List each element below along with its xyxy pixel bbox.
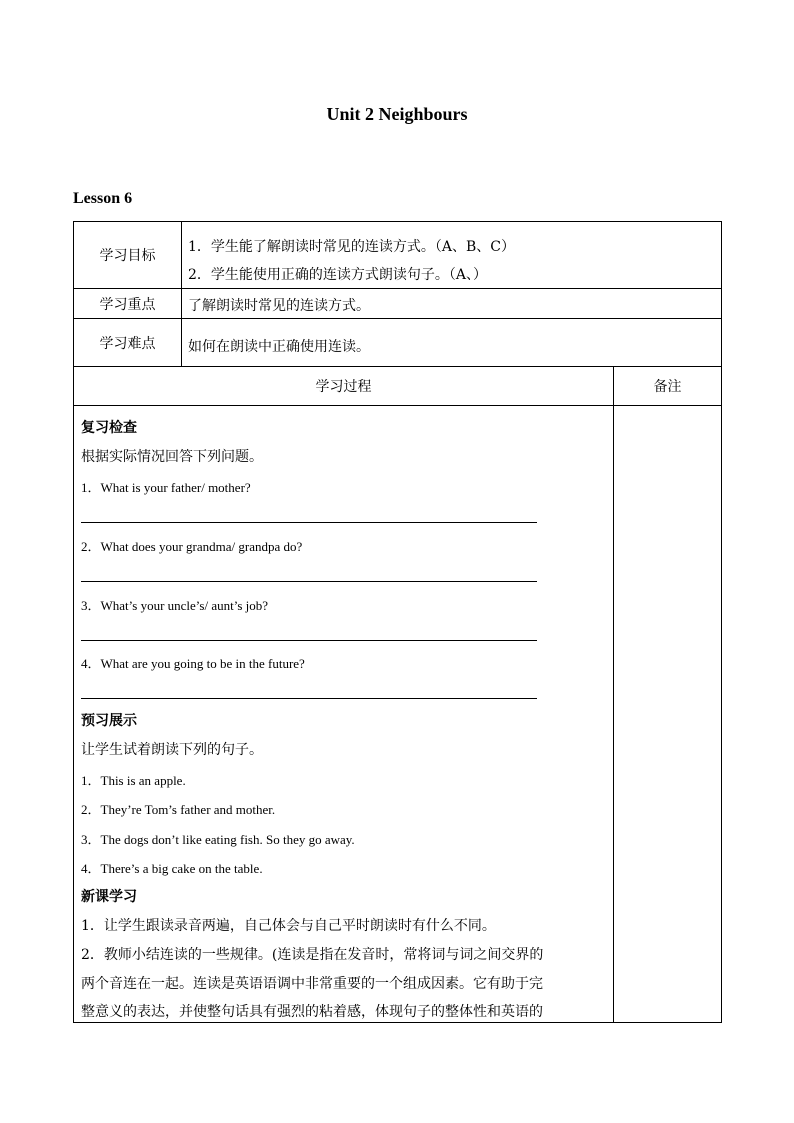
- preview-sentence: 3．The dogs don’t like eating fish. So they go away.: [81, 832, 355, 847]
- review-question: 2．What does your grandma/ grandpa do?: [81, 539, 303, 554]
- goals-row: [74, 222, 721, 289]
- preview-sentence: 4．There’s a big cake on the table.: [81, 861, 263, 876]
- review-intro: 根据实际情况回答下列问题。: [81, 449, 263, 465]
- process-header: 学习过程: [74, 367, 614, 405]
- page-title: Unit 2 Neighbours: [326, 104, 468, 124]
- notes-header: 备注: [653, 379, 682, 395]
- lesson-plan-table: [73, 221, 722, 1023]
- answer-line: [81, 522, 537, 523]
- new-lesson-line: 2．教师小结连读的一些规律。(连读是指在发音时，常将词与词之间交界的: [81, 947, 544, 963]
- goal-item: 2．学生能使用正确的连读方式朗读句子。（A、）: [188, 267, 488, 283]
- preview-heading: 预习展示: [81, 713, 137, 729]
- notes-column-divider: [613, 406, 614, 1022]
- review-heading: 复习检查: [81, 420, 137, 436]
- answer-line: [81, 698, 537, 699]
- difficulty-label: 学习难点: [74, 319, 182, 366]
- preview-sentence: 2．They’re Tom’s father and mother.: [81, 802, 276, 817]
- key-point-value: 了解朗读时常见的连读方式。: [188, 298, 370, 314]
- difficulty-value: 如何在朗读中正确使用连读。: [188, 339, 370, 355]
- lesson-heading: Lesson 6: [73, 190, 133, 207]
- key-point-row: [74, 289, 721, 319]
- goal-item: 1．学生能了解朗读时常见的连读方式。（A、B、C）: [188, 239, 516, 255]
- answer-line: [81, 581, 537, 582]
- preview-sentence: 1．This is an apple.: [81, 773, 186, 788]
- new-lesson-heading: 新课学习: [81, 889, 137, 905]
- process-header-row: [74, 367, 721, 406]
- review-question: 4．What are you going to be in the future?: [81, 656, 305, 671]
- review-question: 3．What’s your uncle’s/ aunt’s job?: [81, 598, 269, 613]
- key-point-label: 学习重点: [74, 289, 182, 318]
- new-lesson-line: 1．让学生跟读录音两遍，自己体会与自己平时朗读时有什么不同。: [81, 918, 496, 934]
- difficulty-row: [74, 319, 721, 367]
- preview-intro: 让学生试着朗读下列的句子。: [81, 742, 263, 758]
- new-lesson-line: 两个音连在一起。连读是英语语调中非常重要的一个组成因素。它有助于完: [81, 976, 543, 992]
- new-lesson-line: 整意义的表达，并使整句话具有强烈的粘着感，体现句子的整体性和英语的: [81, 1004, 543, 1020]
- answer-line: [81, 640, 537, 641]
- goals-label: 学习目标: [74, 222, 182, 288]
- review-question: 1．What is your father/ mother?: [81, 480, 251, 495]
